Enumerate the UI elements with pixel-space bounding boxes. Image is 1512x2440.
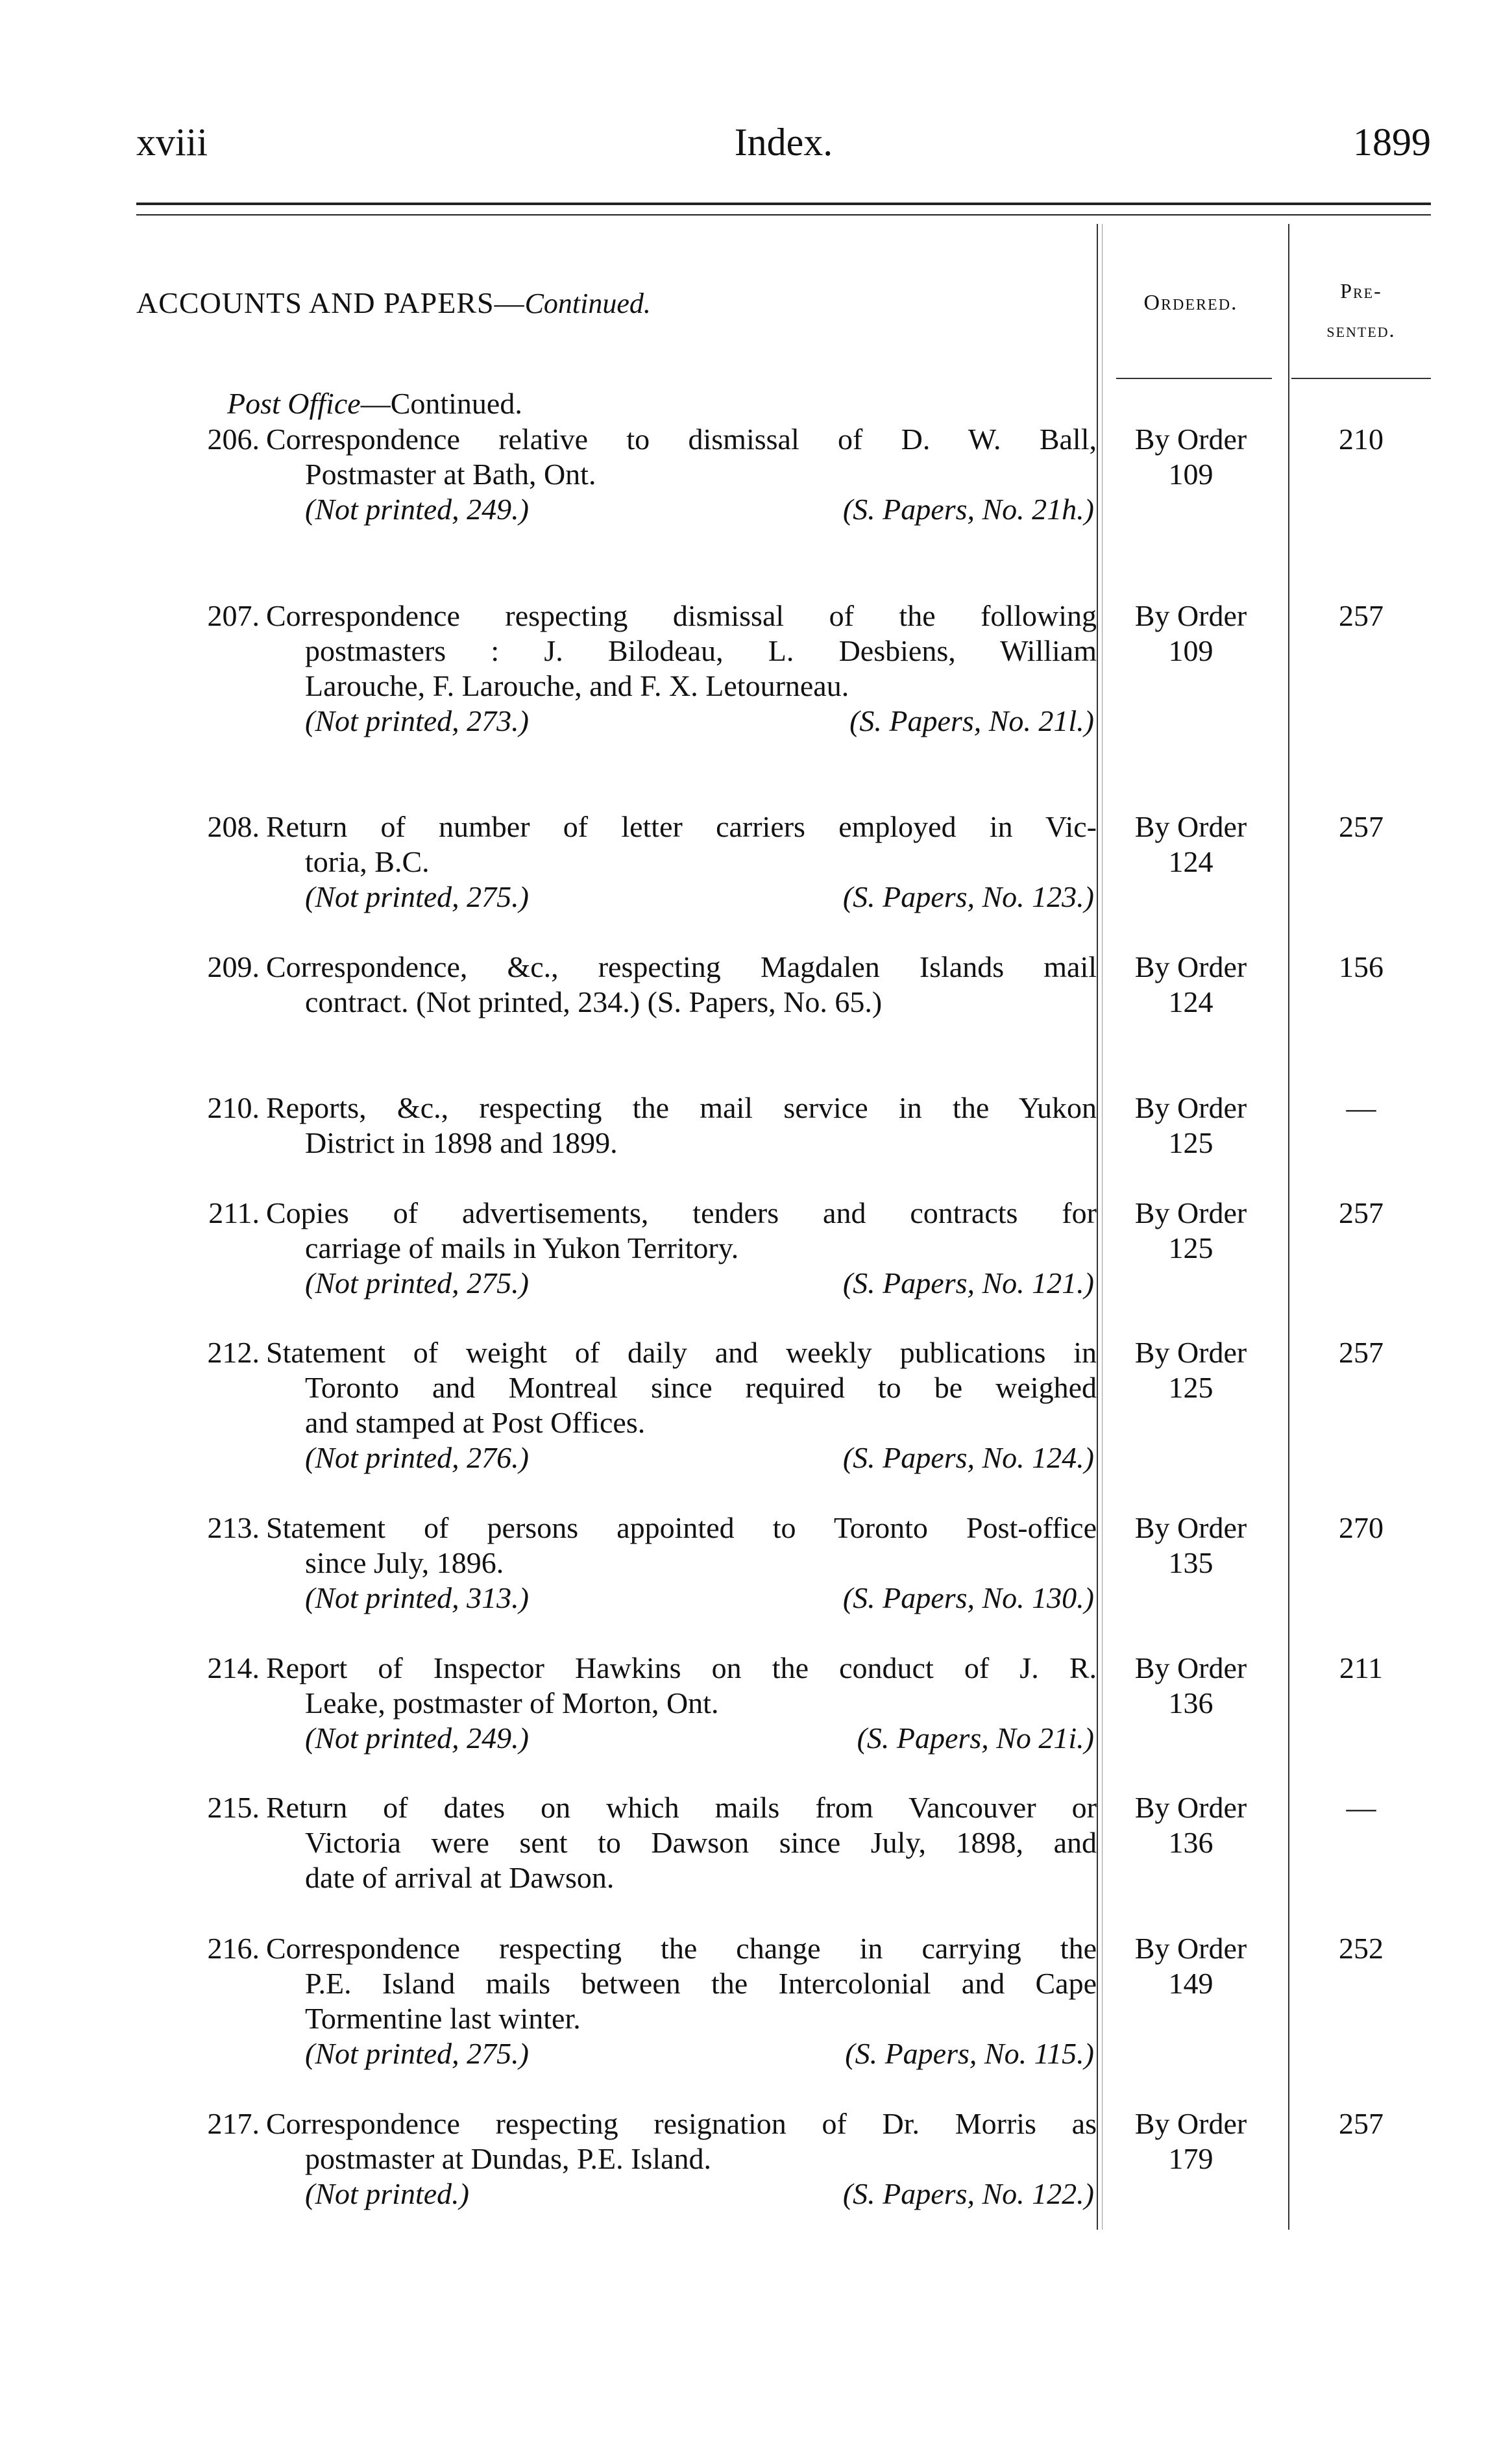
presented-cell: 211 (1339, 1651, 1384, 1684)
entry-text: Correspondence relative to dismissal of D. W. Ball, Postmaster at Bath, Ont. (Not printed, 249.) (S. Papers, No. 21h.) (266, 423, 1097, 526)
presented-cell: 257 (1339, 2107, 1384, 2140)
column-head-rule-ordered (1116, 378, 1272, 379)
not-printed-note: (Not printed, 275.) (305, 1266, 529, 1300)
presented-cell: 257 (1339, 1196, 1384, 1229)
not-printed-note: (Not printed.) (305, 2177, 469, 2210)
entry-text: Correspondence respecting the change in carrying the P.E. Island mails between the Intercolonial and Cape Tormentine last winter. (Not printed, 275.) (S. Papers, No. 115.) (266, 1932, 1097, 2070)
entry-number: 207. (207, 599, 260, 632)
sessional-paper-ref: (S. Papers, No. 121.) (842, 1266, 1094, 1300)
not-printed-note: (Not printed, 273.) (305, 704, 529, 737)
ordered-cell: By Order 136 (1134, 1651, 1247, 1719)
ordered-cell: By Order 109 (1134, 423, 1247, 491)
presented-cell: 156 (1339, 950, 1384, 983)
header-rule-thick (136, 203, 1431, 205)
ordered-cell: By Order 125 (1134, 1091, 1247, 1159)
entry-text: Reports, &c., respecting the mail service in the Yukon District in 1898 and 1899. (266, 1091, 1097, 1159)
not-printed-note: (Not printed, 275.) (305, 2037, 529, 2070)
presented-cell: 252 (1339, 1932, 1384, 1965)
entry-number: 210. (207, 1091, 260, 1124)
entry-number: 212. (207, 1336, 260, 1369)
entry-number: 215. (207, 1791, 260, 1824)
entry-text: Correspondence respecting resignation of Dr. Morris as postmaster at Dundas, P.E. Island. (Not printed.) (S. Papers, No. 122.) (266, 2107, 1097, 2210)
entry-number: 213. (207, 1511, 260, 1544)
presented-cell: 257 (1339, 599, 1384, 632)
ordered-cell: By Order 149 (1134, 1932, 1247, 2000)
running-header (136, 120, 1431, 172)
not-printed-note: (Not printed, 249.) (305, 1721, 529, 1755)
entry-number: 208. (207, 810, 260, 843)
presented-cell: — (1346, 1791, 1376, 1824)
subheading: Post Office—Continued. (227, 387, 522, 420)
presented-cell: 257 (1339, 810, 1384, 843)
column-head-rule-presented (1291, 378, 1431, 379)
section-title: ACCOUNTS AND PAPERS—Continued. (136, 286, 651, 319)
ordered-cell: By Order 136 (1134, 1791, 1247, 1859)
entry-text: Return of number of letter carriers employed in Vic- toria, B.C. (Not printed, 275.) (S. Papers, No. 123.) (266, 810, 1097, 913)
entry-text: Correspondence respecting dismissal of the following postmasters : J. Bilodeau, L. Desbiens, William Larouche, F. Larouche, and F. X. Letourneau. (Not printed, 273.) (S. Papers, No. 21l.) (266, 599, 1097, 737)
sessional-paper-ref: (S. Papers, No. 123.) (842, 880, 1094, 913)
presented-cell: 270 (1339, 1511, 1384, 1544)
entry-number: 209. (207, 950, 260, 983)
not-printed-note: (Not printed, 313.) (305, 1581, 529, 1614)
entry-text: Correspondence, &c., respecting Magdalen Islands mail contract. (Not printed, 234.) (S. Papers, No. 65.) (266, 950, 1097, 1018)
sessional-paper-ref: (S. Papers, No. 124.) (842, 1441, 1094, 1474)
entry-text: Return of dates on which mails from Vancouver or Victoria were sent to Dawson since July, 1898, and date of arrival at Dawson. (266, 1791, 1097, 1894)
ordered-cell: By Order 124 (1134, 950, 1247, 1018)
sessional-paper-ref: (S. Papers, No. 122.) (842, 2177, 1094, 2210)
presented-cell: — (1346, 1091, 1376, 1124)
entry-number: 214. (207, 1651, 260, 1684)
ordered-cell: By Order 109 (1134, 599, 1247, 667)
entry-text: Report of Inspector Hawkins on the conduct of J. R. Leake, postmaster of Morton, Ont. (Not printed, 249.) (S. Papers, No 21i.) (266, 1651, 1097, 1755)
column-header-ordered: Ordered. (1143, 291, 1238, 315)
not-printed-note: (Not printed, 276.) (305, 1441, 529, 1474)
entry-text: Statement of weight of daily and weekly publications in Toronto and Montreal since required to be weighed and stamped at Post Offices. (Not printed, 276.) (S. Papers, No. 124.) (266, 1336, 1097, 1474)
header-rule-thin (136, 214, 1431, 216)
column-header-presented: Pre- sented. (1326, 279, 1396, 341)
entry-number: 211. (208, 1196, 260, 1229)
sessional-paper-ref: (S. Papers, No. 21h.) (842, 493, 1094, 526)
entry-number: 217. (207, 2107, 260, 2140)
ordered-cell: By Order 124 (1134, 810, 1247, 878)
entry-text: Statement of persons appointed to Toronto Post-office since July, 1896. (Not printed, 313.) (S. Papers, No. 130.) (266, 1511, 1097, 1614)
page-number: xviii (136, 121, 208, 164)
year: 1899 (1353, 121, 1431, 164)
entry-number: 206. (207, 423, 260, 456)
presented-cell: 210 (1339, 423, 1384, 456)
not-printed-note: (Not printed, 275.) (305, 880, 529, 913)
sessional-paper-ref: (S. Papers, No. 115.) (845, 2037, 1094, 2070)
sessional-paper-ref: (S. Papers, No. 21l.) (849, 704, 1094, 737)
sessional-paper-ref: (S. Papers, No. 130.) (842, 1581, 1094, 1614)
ordered-cell: By Order 125 (1134, 1196, 1247, 1264)
entry-text: Copies of advertisements, tenders and contracts for carriage of mails in Yukon Territory. (Not printed, 275.) (S. Papers, No. 121.) (266, 1196, 1097, 1300)
column-rule-right (1288, 224, 1289, 2230)
entry-number: 216. (207, 1932, 260, 1965)
page-title: Index. (734, 121, 833, 164)
sessional-paper-ref: (S. Papers, No 21i.) (857, 1721, 1094, 1755)
not-printed-note: (Not printed, 249.) (305, 493, 529, 526)
presented-cell: 257 (1339, 1336, 1384, 1369)
ordered-cell: By Order 125 (1134, 1336, 1247, 1404)
ordered-cell: By Order 179 (1134, 2107, 1247, 2175)
ordered-cell: By Order 135 (1134, 1511, 1247, 1579)
